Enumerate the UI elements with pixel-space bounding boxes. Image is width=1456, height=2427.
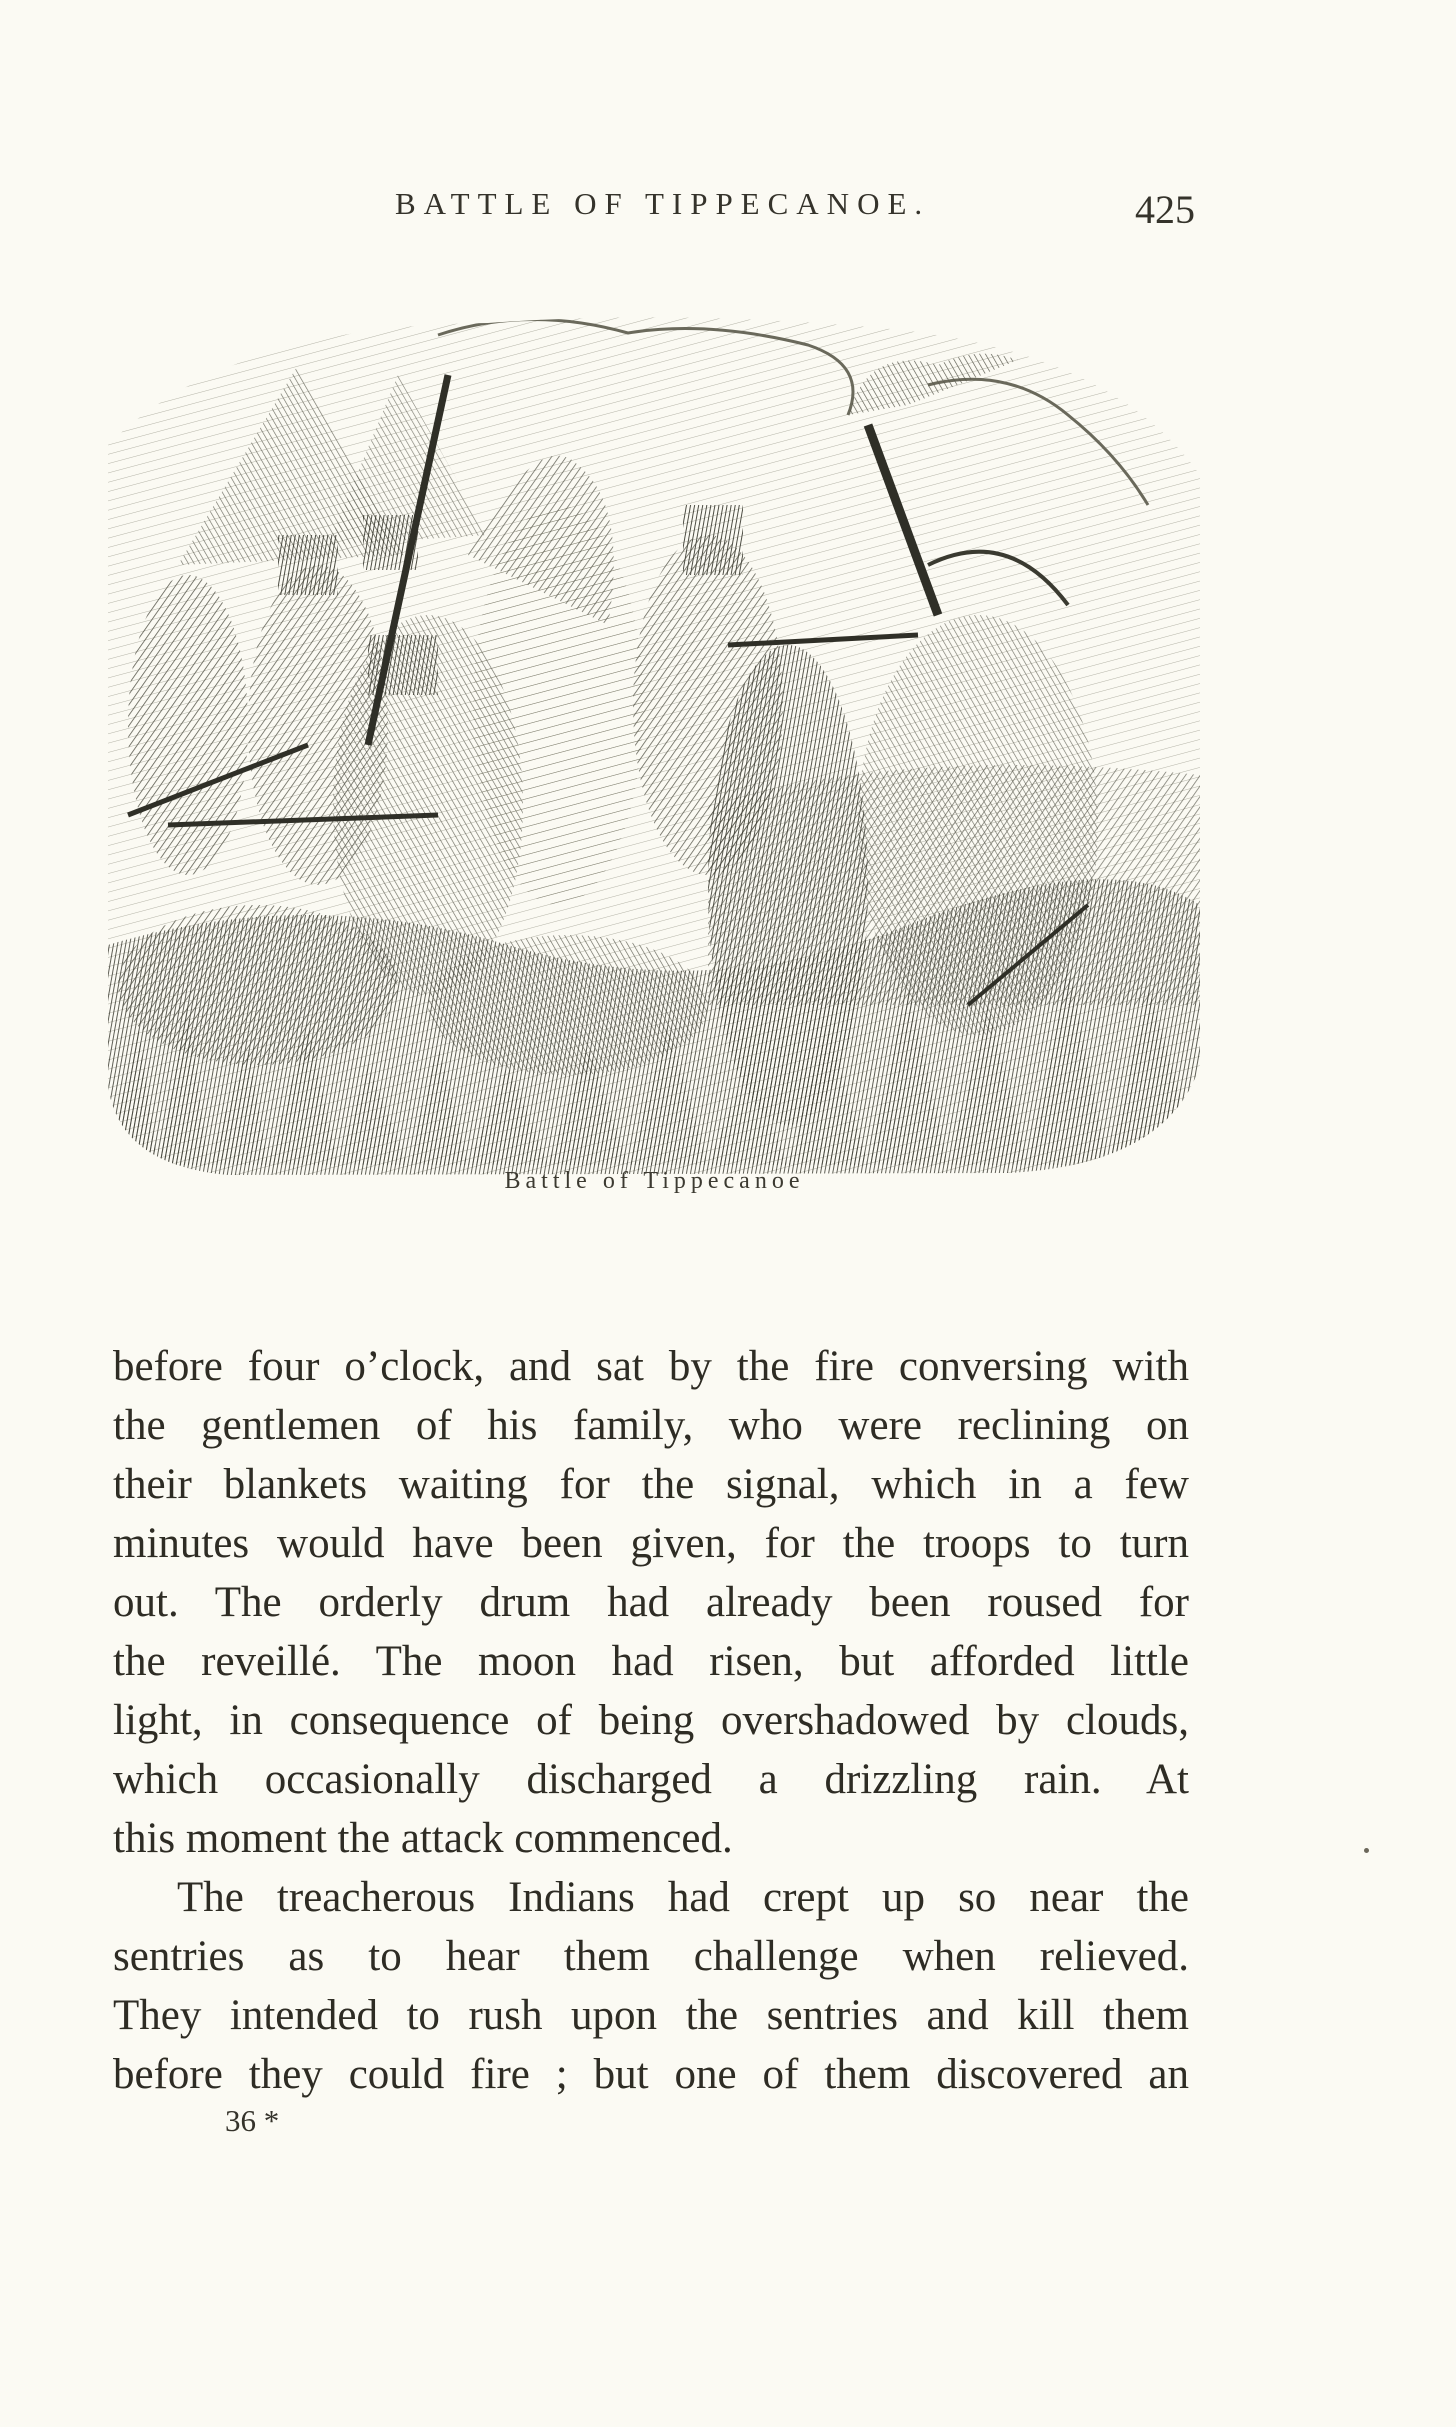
text-line: this moment the attack commenced.: [113, 1815, 733, 1862]
battle-engraving-illustration: [108, 305, 1200, 1175]
text-line: sentries as to hear them challenge when relieved.: [113, 1933, 1189, 1980]
figure-caption: Battle of Tippecanoe: [504, 1168, 805, 1194]
text-line: light, in consequence of being overshadowed by clouds,: [113, 1697, 1189, 1744]
signature-mark: 36 *: [225, 2103, 280, 2138]
text-line: the reveillé. The moon had risen, but afforded little: [113, 1638, 1189, 1685]
text-line: minutes would have been given, for the troops to turn: [113, 1520, 1189, 1567]
text-line: their blankets waiting for the signal, which in a few: [113, 1461, 1189, 1508]
body-text: [113, 1337, 1189, 2104]
text-line: They intended to rush upon the sentries and kill them: [113, 1992, 1189, 2039]
running-head: BATTLE OF TIPPECANOE.: [395, 186, 931, 221]
text-line: which occasionally discharged a drizzling rain. At: [113, 1756, 1189, 1803]
text-line: before they could fire ; but one of them discovered an: [113, 2051, 1189, 2098]
text-line: The treacherous Indians had crept up so near the: [177, 1874, 1189, 1921]
paragraph-2: [113, 1868, 1189, 2104]
text-line: out. The orderly drum had already been roused for: [113, 1579, 1189, 1626]
ink-speck: [1364, 1848, 1369, 1853]
page-number: 425: [1135, 187, 1195, 232]
text-line: before four o’clock, and sat by the fire conversing with: [113, 1343, 1189, 1390]
paragraph-1: [113, 1337, 1189, 1868]
text-line: the gentlemen of his family, who were reclining on: [113, 1402, 1189, 1449]
